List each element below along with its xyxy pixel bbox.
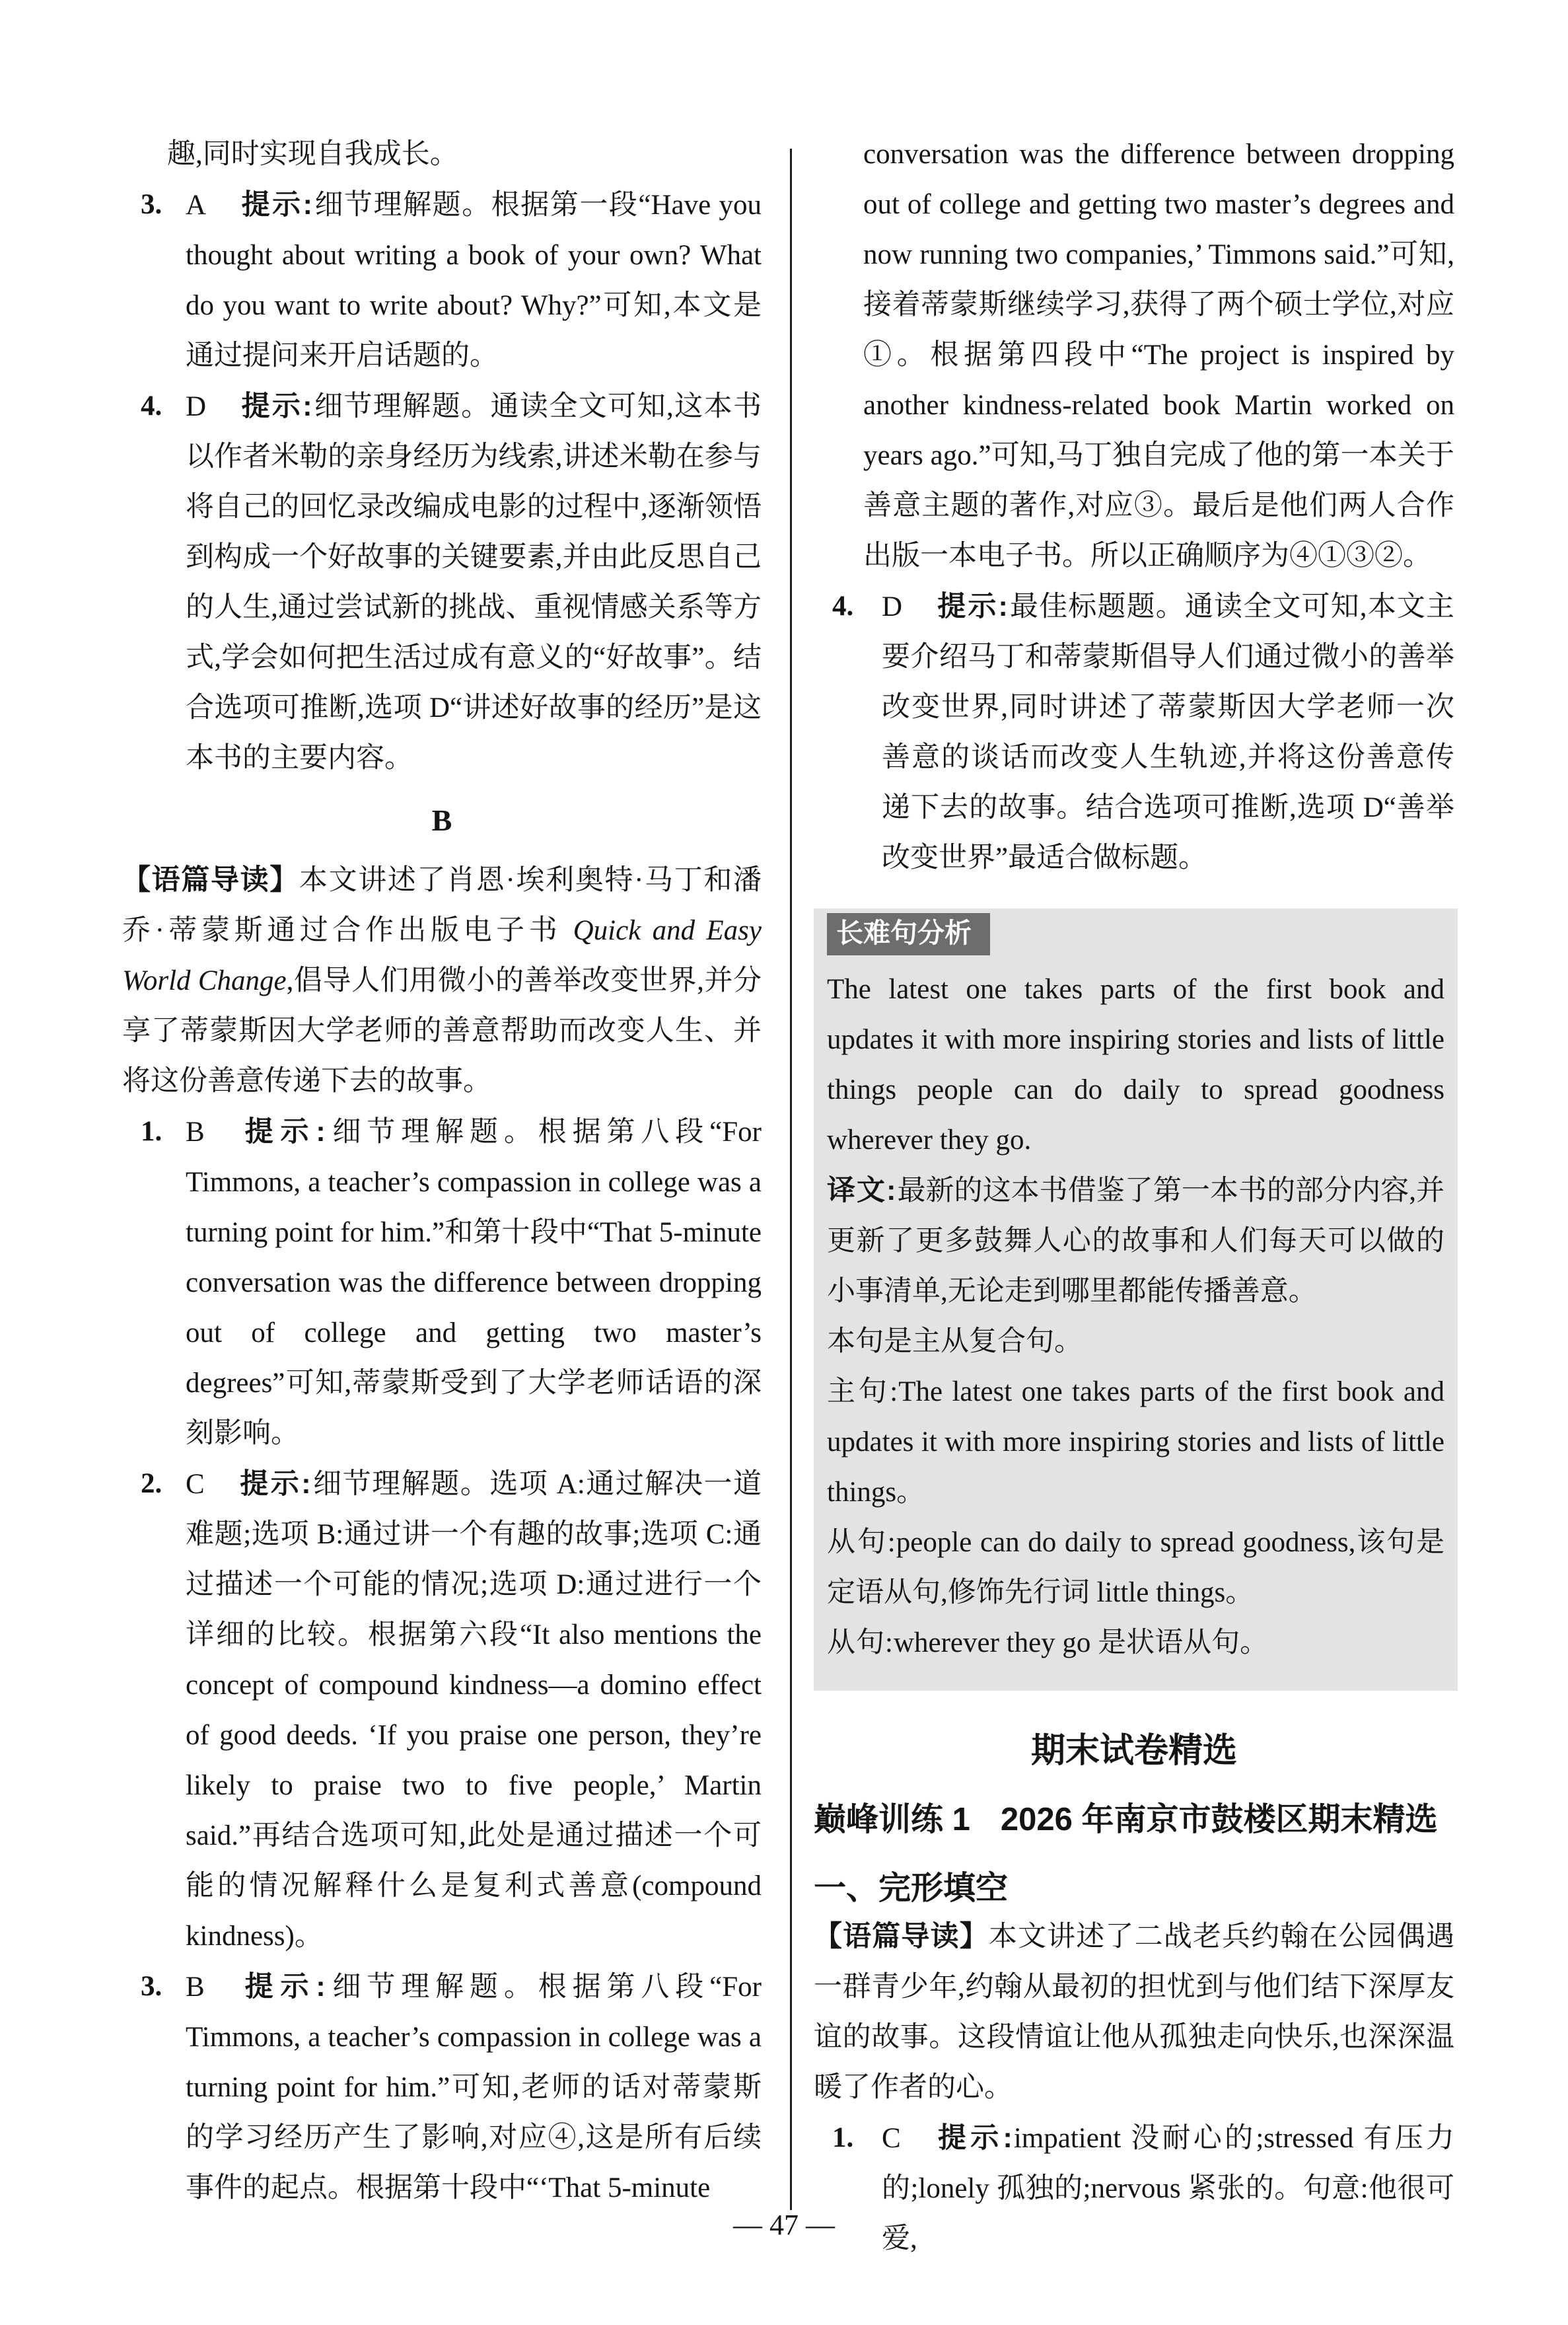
main-clause-label: 主句:	[827, 1376, 899, 1407]
answer-letter: C	[186, 1469, 205, 1500]
guide-text-post: ,倡导人们用微小的善举改变世界,并分享了蒂蒙斯因大学老师的善意帮助而改变人生、并将这份善意传递下去的故事。	[122, 965, 762, 1097]
passage-section-heading: B	[431, 803, 452, 837]
item-number: 1.	[141, 1116, 162, 1147]
final-exam-section-heading: 期末试卷精选	[1030, 1732, 1237, 1770]
item-explanation: 细节理解题。选项 A:通过解决一道难题;选项 B:通过讲一个有趣的故事;选项 C:通过描述一个可能的情况;选项 D:通过进行一个详细的比较。根据第六段“It also mentions the concept of compound kindness—a domino effect of good deeds. ‘If you praise one person, they’re likely to praise two to five people,’ Martin said.”再结合选项可知,此处是通过描述一个可能的情况解释什么是复利式善意(compound kindness)。	[186, 1469, 762, 1952]
sub-clause-text: wherever they go 是状语从句。	[893, 1627, 1269, 1658]
tip-label: 提示:	[935, 2122, 1014, 2154]
tip-label: 提示:	[238, 1116, 327, 1148]
analysis-note: 本句是主从复合句。	[827, 1326, 1083, 1357]
analysis-sub-clause-2	[827, 1618, 1444, 1668]
item-number: 3.	[141, 1971, 162, 2002]
guide-label: 【语篇导读】	[122, 864, 299, 896]
passage-guide	[122, 855, 762, 1107]
item-explanation: 细节理解题。通读全文可知,这本书以作者米勒的亲身经历为线索,讲述米勒在参与将自己的回忆录改编成电影的过程中,逐渐领悟到构成一个好故事的关键要素,并由此反思自己的人生,通过尝试新的挑战、重视情感关系等方式,学会如何把生活过成有意义的“好故事”。结合选项可推断,选项 D“讲述好故事的经历”是这本书的主要内容。	[186, 391, 762, 774]
analysis-box-badge: 长难句分析	[827, 913, 990, 955]
analysis-sub-clause-1	[827, 1518, 1444, 1618]
sub-clause-text: people can do daily to spread goodness,该句是定语从句,修饰先行词 little things。	[827, 1527, 1444, 1608]
answer-letter: D	[882, 591, 903, 622]
right-column	[814, 129, 1454, 2264]
tip-label: 提示:	[240, 390, 314, 422]
item-number: 1.	[832, 2122, 854, 2153]
training-source: 2026 年南京市鼓楼区期末精选	[1000, 1802, 1438, 1837]
item-explanation: 最佳标题题。通读全文可知,本文主要介绍马丁和蒂蒙斯倡导人们通过微小的善举改变世界,同时讲述了蒂蒙斯因大学老师一次善意的谈话而改变人生轨迹,并将这份善意传递下去的故事。结合选项可推断,选项 D“善举改变世界”最适合做标题。	[882, 591, 1455, 873]
tip-label: 提示:	[238, 1971, 327, 2003]
translation-text: 最新的这本书借鉴了第一本书的部分内容,并更新了更多鼓舞人心的故事和人们每天可以做的小事清单,无论走到哪里都能传播善意。	[827, 1175, 1444, 1307]
cloze-section-heading: 一、完形填空	[814, 1870, 1009, 1906]
answer-letter: B	[186, 1117, 205, 1148]
answer-item-4d	[141, 381, 762, 784]
page-number: — 47 —	[733, 2209, 835, 2241]
answer-item-3b	[141, 1962, 762, 2213]
item-explanation: impatient 没耐心的;stressed 有压力的;lonely 孤独的;nervous 紧张的。句意:他很可爱,	[882, 2123, 1454, 2254]
item-explanation: 细节理解题。根据第一段“Have you thought about writing a book of your own? What do you want to write about? Why?”可知,本文是通过提问来开启话题的。	[186, 190, 762, 371]
tip-label: 提示:	[240, 189, 314, 221]
training-number: 巅峰训练 1	[814, 1802, 970, 1837]
guide-label: 【语篇导读】	[814, 1921, 989, 1952]
answer-item-1b	[141, 1107, 762, 1459]
carryover-paragraph: 趣,同时实现自我成长。	[167, 139, 458, 170]
item-explanation: 细节理解题。根据第八段“For Timmons, a teacher’s compassion in college was a turning point for him.”和第十段中“That 5-minute conversation was the difference between dropping out of college and getting two master’s degrees”可知,蒂蒙斯受到了大学老师话语的深刻影响。	[186, 1117, 762, 1449]
analysis-translation	[827, 1165, 1444, 1317]
analysis-sentence: The latest one takes parts of the first book and updates it with more inspiring stories and lists of little things people can do daily to spread goodness wherever they go.	[827, 974, 1444, 1156]
item-number: 4.	[141, 390, 162, 422]
answer-item-4d	[832, 581, 1454, 883]
answer-letter: D	[186, 391, 207, 422]
tip-label: 提示:	[937, 591, 1009, 622]
difficult-sentence-analysis-box	[814, 908, 1458, 1691]
main-clause-text: The latest one takes parts of the first book and updates it with more inspiring stories and lists of little things。	[827, 1376, 1444, 1508]
guide-text: 本文讲述了二战老兵约翰在公园偶遇一群青少年,约翰从最初的担忧到与他们结下深厚友谊的故事。这段情谊让他从孤独走向快乐,也深深温暖了作者的心。	[814, 1921, 1455, 2103]
passage-guide	[814, 1911, 1454, 2113]
item-number: 3.	[141, 189, 162, 220]
item-number: 2.	[141, 1468, 162, 1499]
answer-letter: B	[186, 1972, 205, 2003]
peak-training-heading	[814, 1796, 1454, 1843]
analysis-main-clause	[827, 1367, 1444, 1518]
translation-label: 译文:	[827, 1175, 898, 1206]
answer-item-2c	[141, 1459, 762, 1962]
left-column	[122, 129, 762, 2213]
answer-letter: A	[186, 190, 207, 221]
book-title: Quick and Easy World Change	[122, 915, 762, 996]
item-number: 4.	[832, 591, 854, 622]
column-divider-rule	[790, 149, 792, 2210]
sub-clause-label: 从句:	[827, 1527, 896, 1558]
item-explanation: 细节理解题。根据第八段“For Timmons, a teacher’s compassion in college was a turning point for him.”可知,老师的话对蒂蒙斯的学习经历产生了影响,对应④,这是所有后续事件的起点。根据第十段中“‘That 5-minute	[186, 1972, 762, 2203]
guide-text-pre: 本文讲述了肖恩·埃利奥特·马丁和潘乔·蒂蒙斯通过合作出版电子书	[122, 865, 762, 946]
answer-item-3a	[141, 180, 762, 381]
tip-label: 提示:	[238, 1468, 312, 1500]
answer-letter: C	[882, 2123, 901, 2154]
sub-clause-label: 从句:	[827, 1627, 894, 1658]
carryover-paragraph: conversation was the difference between dropping out of college and getting two master’s degrees and now running two companies,’ Timmons said.”可知,接着蒂蒙斯继续学习,获得了两个硕士学位,对应①。根据第四段中“The project is inspired by another kindness-related book Martin worked on years ago.”可知,马丁独自完成了他的第一本关于善意主题的著作,对应③。最后是他们两人合作出版一本电子书。所以正确顺序为④①③②。	[863, 139, 1454, 572]
